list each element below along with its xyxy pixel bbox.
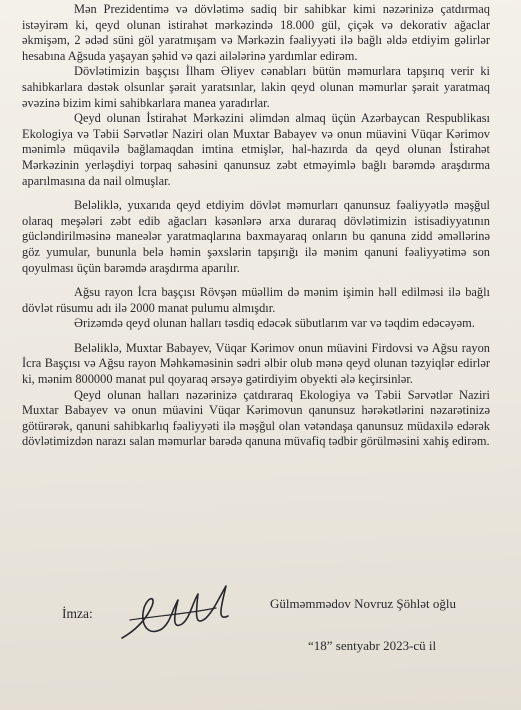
paragraph-5: Ağsu rayon İcra başçısı Rövşən müəllim də mənim işimin həll edilməsi ilə bağlı dövlət rüsumu adı ilə 2000 manat pulumu almışdır. [22, 285, 490, 315]
paragraph-2: Dövlətimizin başçısı İlham Əliyev cənabları bütün məmurlara tapşırıq verir ki sahibkarlara dəstək olsunlar şərait yaratsınlar, lakin qeyd olunan məmurlar şərait yaratmaq əvəzinə bizim kimi sahibkarlara manea yaradırlar. [22, 64, 490, 110]
document-date: “18” sentyabr 2023-cü il [308, 638, 437, 653]
paragraph-1: Mən Prezidentimə və dövlətimə sadiq bir sahibkar kimi nəzərinizə çatdırmaq istəyirəm ki, qeyd olunan istirahət mərkəzində 18.000 gül, çiçək və dekorativ ağaclar əkmişəm, 2 ədəd süni göl yaratmışam və Mərkəzin fəaliyyəti ilə bağlı əldə etdiyim gəlirlər hesabına Ağsuda yaşayan şəhid və qazi ailələrinə yardımlar edirəm. [22, 2, 490, 63]
paragraph-3: Qeyd olunan İstirahət Mərkəzini əlimdən almaq üçün Azərbaycan Respublikası Ekologiya və Təbii Sərvətlər Naziri olan Muxtar Babayev və onun müavini Vüqar Kərimov mənimlə müqavilə bağlamaqdan imtina etmişlər, hal-hazırda da qeyd olunan İstirahət Mərkəzinin yerləşdiyi torpaq sahəsini qanunsuz zəbt etməyimlə bağlı barəmdə araşdırma aparılmasına da nail olmuşlar. [22, 111, 490, 188]
signature-label: İmza: [62, 606, 93, 621]
paragraph-8: Qeyd olunan halları nəzərinizə çatdıraraq Ekologiya və Təbii Sərvətlər Naziri Muxtar Babayev və onun müavini Vüqar Kərimovun qanunsuz hərəkətlərini nəzarətinizə götürərək, qanuni sahibkarlıq fəaliyyəti ilə məşğul olan vətəndaşa qanunsuz müdaxilə edərək dövlətimizdən narazı salan məmurlar barədə qanuna müvafiq tədbir görülməsini xahiş edirəm. [22, 387, 490, 449]
paragraph-7: Beləliklə, Muxtar Babayev, Vüqar Kərimov onun müavini Firdovsi və Ağsu rayon İcra Başçısı və Ağsu rayon Məhkəməsinin sədri əlbir olub mənə qeyd olunan təzyiqlər edirlər ki, mənim 800000 manat pul qoyaraq ərsəyə gətirdiyim obyekti ələ keçirsinlər. [22, 340, 490, 387]
paragraph-6: Ərizəmdə qeyd olunan halları təsdiq edəcək sübutlarım var və təqdim edəcəyəm. [74, 316, 475, 331]
paragraph-4: Beləliklə, yuxarıda qeyd etdiyim dövlət məmurları qanunsuz fəaliyyətlə məşğul olaraq meşələri zəbt edib ağacları kəsənlərə arxa duraraq dövlətimizin istisadiyyatının gücləndirilməsinə maneələr yaratmaqlarına baxmayaraq onların bu qanuna zidd əməllərinə göz yumular, bununla belə həmin şəxslərin tapşırığı ilə mənim qanuni fəaliyyətimə son qoyulması üçün barəmdə araşdırma aparılır. [22, 198, 490, 275]
letter-body [22, 2, 490, 450]
signer-name: Gülməmmədov Novruz Şöhlət oğlu [270, 596, 456, 611]
handwritten-signature [116, 580, 246, 650]
signature-block [62, 590, 502, 653]
